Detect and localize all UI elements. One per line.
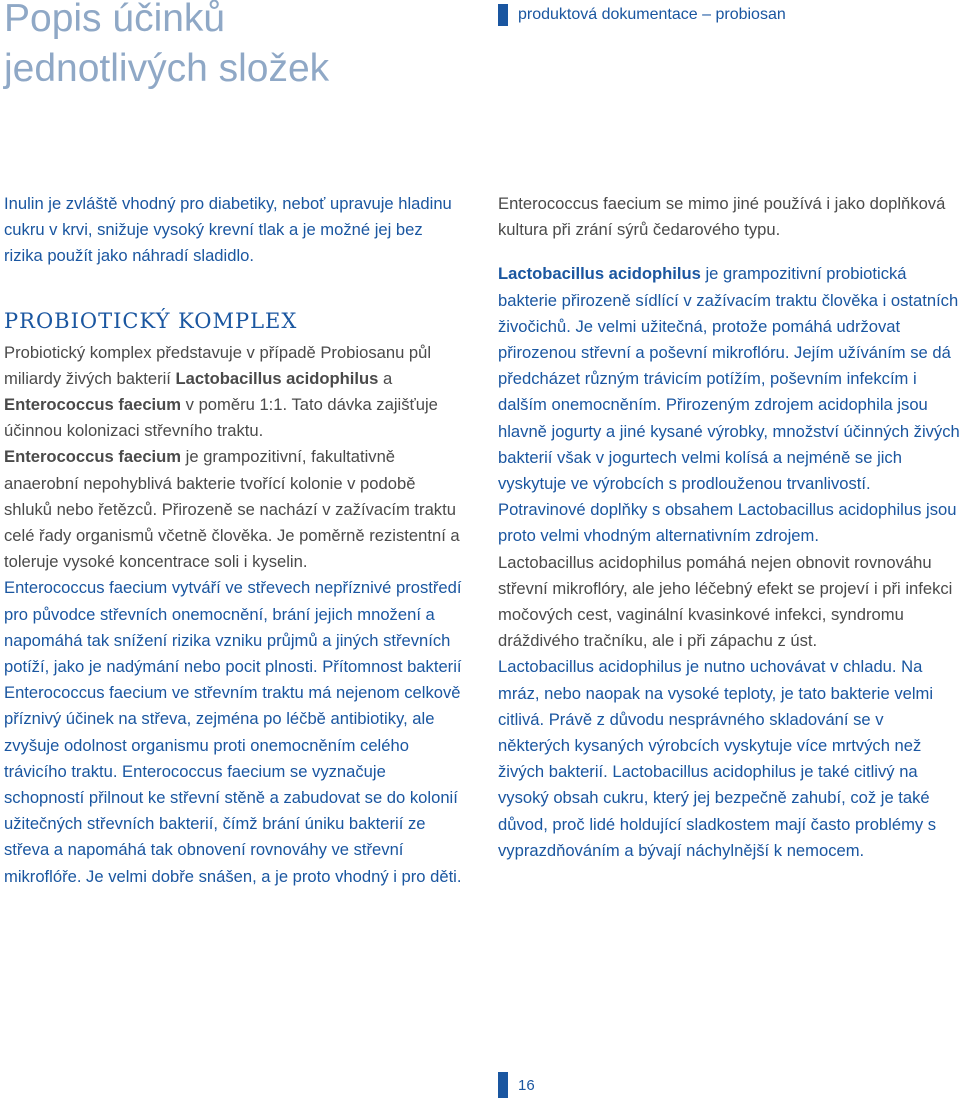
left-column — [4, 191, 466, 890]
right-column — [498, 191, 960, 864]
section-heading-probiotic-complex: PROBIOTICKÝ KOMPLEX — [4, 308, 298, 333]
inulin-paragraph: Inulin je zvláště vhodný pro diabetiky, neboť upravuje hladinu cukru v krvi, snižuje vysoký krevní tlak a je možné jej bez rizika použít jako náhradí sladidlo. — [4, 194, 452, 266]
enterococcus-effects-paragraph: Enterococcus faecium vytváří ve střevech nepříznivé prostředí pro původce střevních onemocnění, brání jejich množení a napomáhá tak snížení rizika vzniku průjmů a jiných střevních potíží, jako je nadýmání nebo pocit plnosti. Přítomnost bakterií Enterococcus faecium ve střevním traktu má nejenom celkově příznivý účinek na střeva, zejména po léčbě antibiotiky, ale zvyšuje odolnost organismu proti onemocněním celého trávicího traktu. Enterococcus faecium se vyznačuje schopností přilnout ke střevní stěně a zabudovat se do kolonií užitečných střevních bakterií, čímž brání úniku bakterií ze střeva a napomáhá tak obnovení rovnováhy ve střevní mikroflóře. Je velmi dobře snášen, a je proto vhodný i pro děti. — [4, 578, 462, 886]
header-tag-label: produktová dokumentace – probiosan — [518, 6, 786, 23]
footer-accent-bar — [498, 1072, 508, 1098]
document-header-tag — [498, 4, 786, 26]
page-number: 16 — [518, 1076, 535, 1094]
complex-text-d: v poměru 1:1. Tato dávka zajišťuje účinnou kolonizaci střevního traktu. — [4, 395, 438, 441]
enterococcus-paragraph — [4, 444, 466, 575]
lactobacillus-bold: Lactobacillus acidophilus — [498, 264, 701, 284]
complex-ent-bold: Enterococcus faecium — [4, 395, 182, 415]
cold-storage-paragraph: Lactobacillus acidophilus je nutno uchovávat v chladu. Na mráz, nebo naopak na vysoké teploty, je tato bakterie velmi citlivá. Právě z důvodu nesprávného skladování se v některých kysaných výrobcích vyskytuje více mrtvých než živých bakterií. Lactobacillus acidophilus je také citlivý na vysoký obsah cukru, který jej bezpečně zahubí, což je také důvod, proč lidé holdující sladkostem mají často problémy s vyprazdňováním a bývají náchylnější k nemocem. — [498, 657, 937, 860]
lactobacillus-paragraph — [498, 261, 960, 549]
balance-paragraph: Lactobacillus acidophilus pomáhá nejen obnovit rovnováhu střevní mikroflóry, ale jeho léčebný efekt se projeví i při infekci močových cest, vaginální kvasinkové infekci, syndromu dráždivého tračníku, ale i při zápachu z úst. — [498, 552, 953, 651]
enterococcus-bold: Enterococcus faecium — [4, 447, 182, 467]
complex-text-a: Probiotický komplex představuje v případě Probiosanu půl miliardy živých bakterií — [4, 342, 432, 388]
cheese-paragraph: Enterococcus faecium se mimo jiné používá i jako doplňková kultura při zrání sýrů čedarového typu. — [498, 194, 946, 240]
enterococcus-text: je grampozitivní, fakultativně anaerobní nepohyblivá bakterie tvořící kolonie v podobě shluků nebo řetězců. Přirozeně se nachází v zažívacím traktu celé řady organismů včetně člověka. Je poměrně rezistentní a toleruje vysoké koncentrace soli i kyselin. — [4, 447, 460, 572]
lactobacillus-text: je grampozitivní probiotická bakterie přirozeně sídlící v zažívacím traktu člověka i ostatních živočichů. Je velmi užitečná, protože pomáhá udržovat přirozenou střevní a poševní mikroflóru. Jejím užíváním se dá předcházet různým trávicím potížím, poševním infekcím i dalším onemocněním. Přirozeným zdrojem acidophila jsou hlavně jogurty a jiné kysané výrobky, množství účinných živých bakterií však v jogurtech velmi kolísá a nejméně se jich vyskytuje ve výrobcích s prodlouženou trvanlivostí. Potravinové doplňky s obsahem Lactobacillus acidophilus jsou proto velmi vhodným alternativním zdrojem. — [498, 264, 960, 546]
page-footer — [498, 1072, 535, 1098]
complex-paragraph — [4, 340, 466, 445]
header-accent-bar — [498, 4, 508, 26]
complex-text-c: a — [378, 368, 393, 388]
complex-lacto-bold: Lactobacillus acidophilus — [175, 368, 379, 388]
page-title: Popis účinků jednotlivých složek — [4, 0, 330, 90]
